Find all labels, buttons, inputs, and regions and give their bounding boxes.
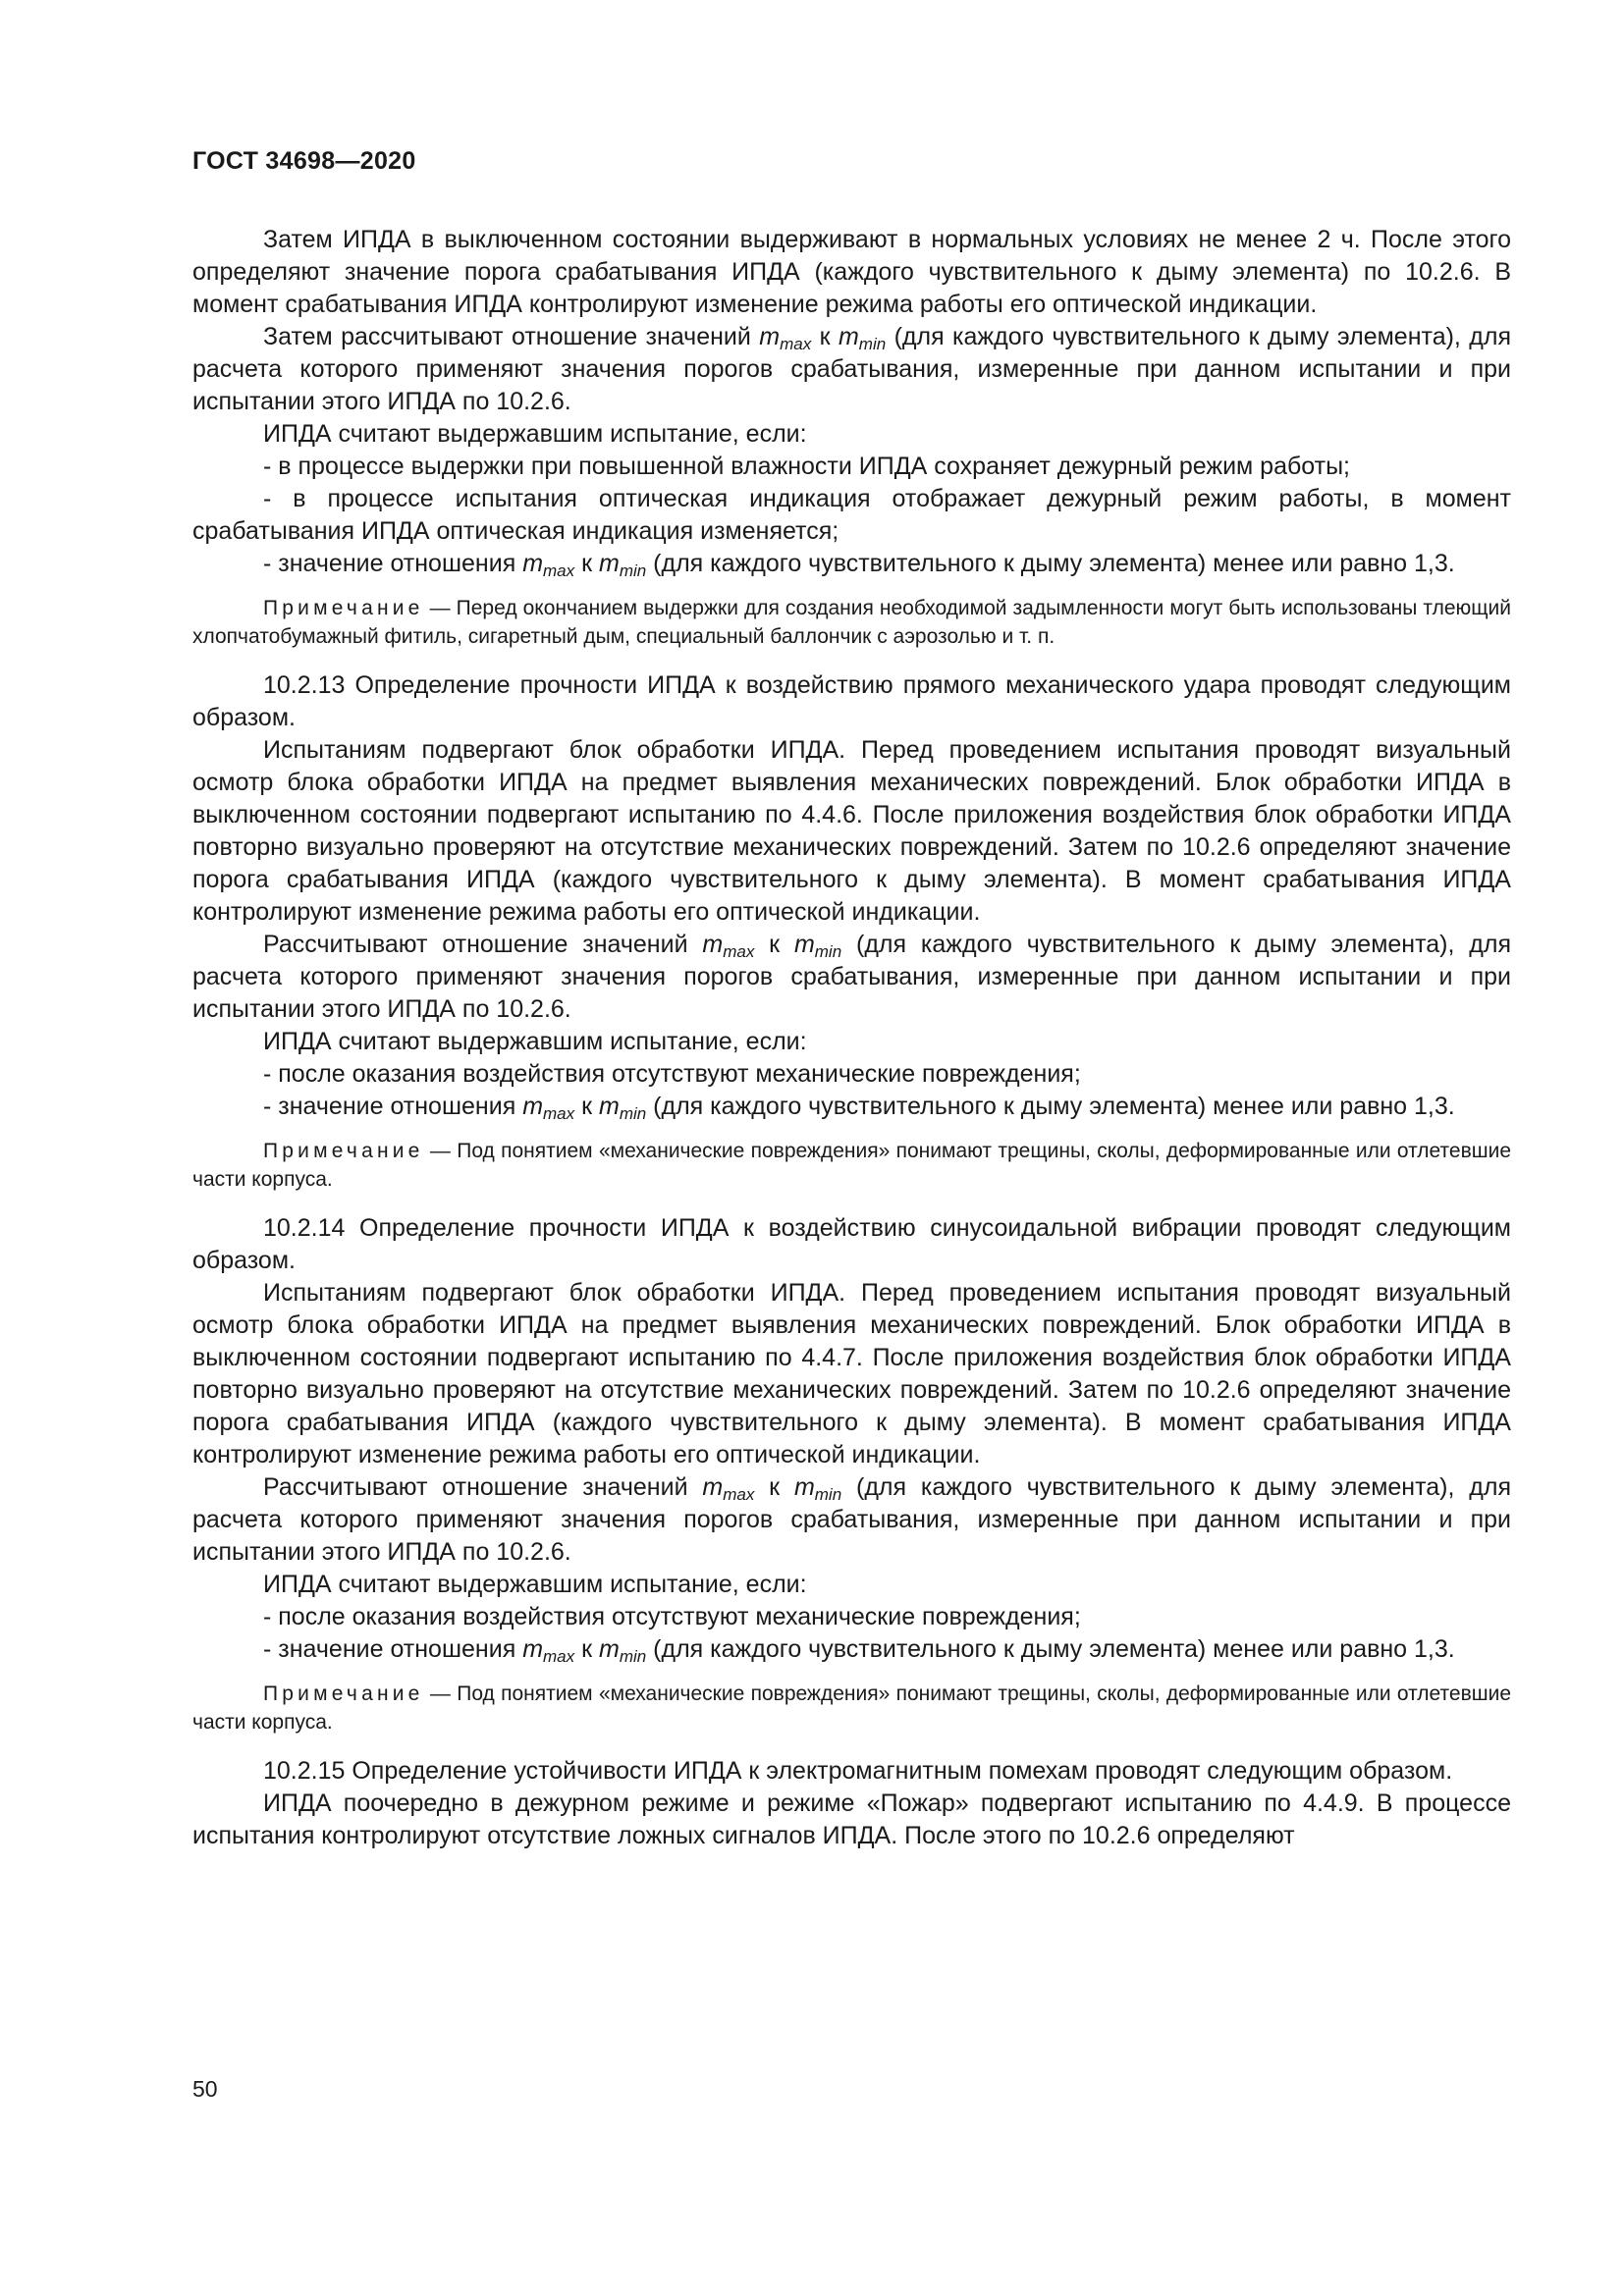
body-paragraph bbox=[192, 1633, 1511, 1666]
note-paragraph bbox=[192, 594, 1511, 651]
body-paragraph bbox=[192, 548, 1511, 580]
text-run: - значение отношения bbox=[263, 1635, 523, 1663]
body-paragraph: ИПДА считают выдержавшим испытание, если: bbox=[263, 1028, 807, 1055]
text-run: (для каждого чувствительного к дыму элемента), для расчета которого применяют значения порогов срабатывания, измеренные при данном испытании и при испытании этого ИПДА по 10.2.6. bbox=[192, 1473, 1511, 1566]
text-run: Рассчитывают отношение значений bbox=[263, 1473, 703, 1501]
note-paragraph bbox=[192, 1137, 1511, 1194]
text-run: к bbox=[811, 323, 839, 350]
math-subscript: max bbox=[780, 335, 812, 353]
math-subscript: min bbox=[619, 1647, 647, 1666]
math-variable: $m_{max}$ bbox=[759, 323, 812, 353]
math-variable: $m_{min}$ bbox=[598, 550, 647, 580]
text-run: к bbox=[574, 1093, 599, 1120]
body-paragraph: - в процессе выдержки при повышенной влажности ИПДА сохраняет дежурный режим работы; bbox=[263, 453, 1351, 480]
text-run: (для каждого чувствительного к дыму элемента) менее или равно 1,3. bbox=[646, 550, 1455, 577]
math-variable: $m_{min}$ bbox=[793, 931, 842, 961]
text-run: - значение отношения bbox=[263, 1093, 523, 1120]
body-paragraph: - после оказания воздействия отсутствуют механические повреждения; bbox=[263, 1060, 1081, 1088]
note-label: Примечание bbox=[263, 1682, 424, 1705]
math-variable: $m_{min}$ bbox=[598, 1635, 647, 1666]
body-paragraph bbox=[192, 1091, 1511, 1123]
body-paragraph: 10.2.14 Определение прочности ИПДА к воздействию синусоидальной вибрации проводят следующим образом. bbox=[192, 1214, 1511, 1274]
math-variable: $m_{max}$ bbox=[522, 550, 575, 580]
body-paragraph: ИПДА считают выдержавшим испытание, если: bbox=[263, 420, 807, 448]
body-paragraph: Испытаниям подвергают блок обработки ИПДА. Перед проведением испытания проводят визуальный осмотр блока обработки ИПДА на предмет выявления механических повреждений. Блок обработки ИПДА в выключенном состоянии подвергают испытанию по 4.4.6. После приложения воздействия блок обработки ИПДА повторно визуально проверяют на отсутствие механических повреждений. Затем по 10.2.6 определяют значение порога срабатывания ИПДА (каждого чувствительного к дыму элемента). В момент срабатывания ИПДА контролируют изменение режима работы его оптической индикации. bbox=[192, 736, 1511, 926]
text-run: (для каждого чувствительного к дыму элемента), для расчета которого применяют значения порогов срабатывания, измеренные при данном испытании и при испытании этого ИПДА по 10.2.6. bbox=[192, 323, 1511, 415]
body-paragraph: - в процессе испытания оптическая индикация отображает дежурный режим работы, в момент срабатывания ИПДА оптическая индикация изменяется; bbox=[192, 485, 1511, 545]
text-run: (для каждого чувствительного к дыму элемента), для расчета которого применяют значения порогов срабатывания, измеренные при данном испытании и при испытании этого ИПДА по 10.2.6. bbox=[192, 931, 1511, 1023]
math-subscript: min bbox=[619, 1104, 647, 1123]
math-subscript: max bbox=[723, 942, 755, 961]
text-run: Затем рассчитывают отношение значений bbox=[263, 323, 760, 350]
document-header: ГОСТ 34698—2020 bbox=[192, 147, 416, 175]
math-subscript: max bbox=[543, 561, 575, 580]
math-variable: $m_{min}$ bbox=[793, 1473, 842, 1504]
math-subscript: min bbox=[814, 942, 842, 961]
body-paragraph: - после оказания воздействия отсутствуют механические повреждения; bbox=[263, 1603, 1081, 1630]
text-run: (для каждого чувствительного к дыму элемента) менее или равно 1,3. bbox=[646, 1635, 1455, 1663]
document-body bbox=[192, 224, 1511, 1852]
math-variable: $m_{max}$ bbox=[702, 931, 755, 961]
note-paragraph bbox=[192, 1680, 1511, 1736]
note-label: Примечание bbox=[263, 1140, 424, 1162]
math-subscript: max bbox=[543, 1104, 575, 1123]
math-subscript: min bbox=[858, 335, 887, 353]
body-paragraph bbox=[192, 929, 1511, 1026]
page-number: 50 bbox=[192, 2076, 218, 2102]
text-run: (для каждого чувствительного к дыму элемента) менее или равно 1,3. bbox=[646, 1093, 1455, 1120]
text-run: Рассчитывают отношение значений bbox=[263, 931, 703, 958]
body-paragraph: Затем ИПДА в выключенном состоянии выдерживают в нормальных условиях не менее 2 ч. После этого определяют значение порога срабатывания ИПДА (каждого чувствительного к дыму элемента) по 10.2.6. В момент срабатывания ИПДА контролируют изменение режима работы его оптической индикации. bbox=[192, 226, 1511, 318]
note-label: Примечание bbox=[263, 597, 424, 619]
text-run: к bbox=[574, 550, 599, 577]
body-paragraph: Испытаниям подвергают блок обработки ИПДА. Перед проведением испытания проводят визуальный осмотр блока обработки ИПДА на предмет выявления механических повреждений. Блок обработки ИПДА в выключенном состоянии подвергают испытанию по 4.4.7. После приложения воздействия блок обработки ИПДА повторно визуально проверяют на отсутствие механических повреждений. Затем по 10.2.6 определяют значение порога срабатывания ИПДА (каждого чувствительного к дыму элемента). В момент срабатывания ИПДА контролируют изменение режима работы его оптической индикации. bbox=[192, 1279, 1511, 1468]
math-subscript: max bbox=[723, 1485, 755, 1504]
body-paragraph: ИПДА считают выдержавшим испытание, если: bbox=[263, 1571, 807, 1598]
note-text: — Под понятием «механические повреждения» понимают трещины, сколы, деформированные или отлетевшие части корпуса. bbox=[192, 1682, 1511, 1734]
math-subscript: min bbox=[619, 561, 647, 580]
body-paragraph: ИПДА поочередно в дежурном режиме и режиме «Пожар» подвергают испытанию по 4.4.9. В процессе испытания контролируют отсутствие ложных сигналов ИПДА. После этого по 10.2.6 определяют bbox=[192, 1789, 1511, 1849]
math-variable: $m_{max}$ bbox=[702, 1473, 755, 1504]
body-paragraph bbox=[192, 1471, 1511, 1569]
text-run: - значение отношения bbox=[263, 550, 523, 577]
note-text: — Под понятием «механические повреждения» понимают трещины, сколы, деформированные или отлетевшие части корпуса. bbox=[192, 1140, 1511, 1191]
text-run: к bbox=[754, 1473, 794, 1501]
math-subscript: min bbox=[814, 1485, 842, 1504]
math-variable: $m_{max}$ bbox=[522, 1635, 575, 1666]
text-run: к bbox=[754, 931, 794, 958]
note-text: — Перед окончанием выдержки для создания необходимой задымленности могут быть использованы тлеющий хлопчатобумажный фитиль, сигаретный дым, специальный баллончик с аэрозолью и т. п. bbox=[192, 597, 1511, 648]
math-variable: $m_{min}$ bbox=[838, 323, 887, 353]
math-variable: $m_{max}$ bbox=[522, 1093, 575, 1123]
body-paragraph bbox=[192, 321, 1511, 418]
body-paragraph: 10.2.15 Определение устойчивости ИПДА к электромагнитным помехам проводят следующим образом. bbox=[263, 1757, 1453, 1785]
math-variable: $m_{min}$ bbox=[598, 1093, 647, 1123]
math-subscript: max bbox=[543, 1647, 575, 1666]
text-run: к bbox=[574, 1635, 599, 1663]
body-paragraph: 10.2.13 Определение прочности ИПДА к воздействию прямого механического удара проводят следующим образом. bbox=[192, 671, 1511, 731]
